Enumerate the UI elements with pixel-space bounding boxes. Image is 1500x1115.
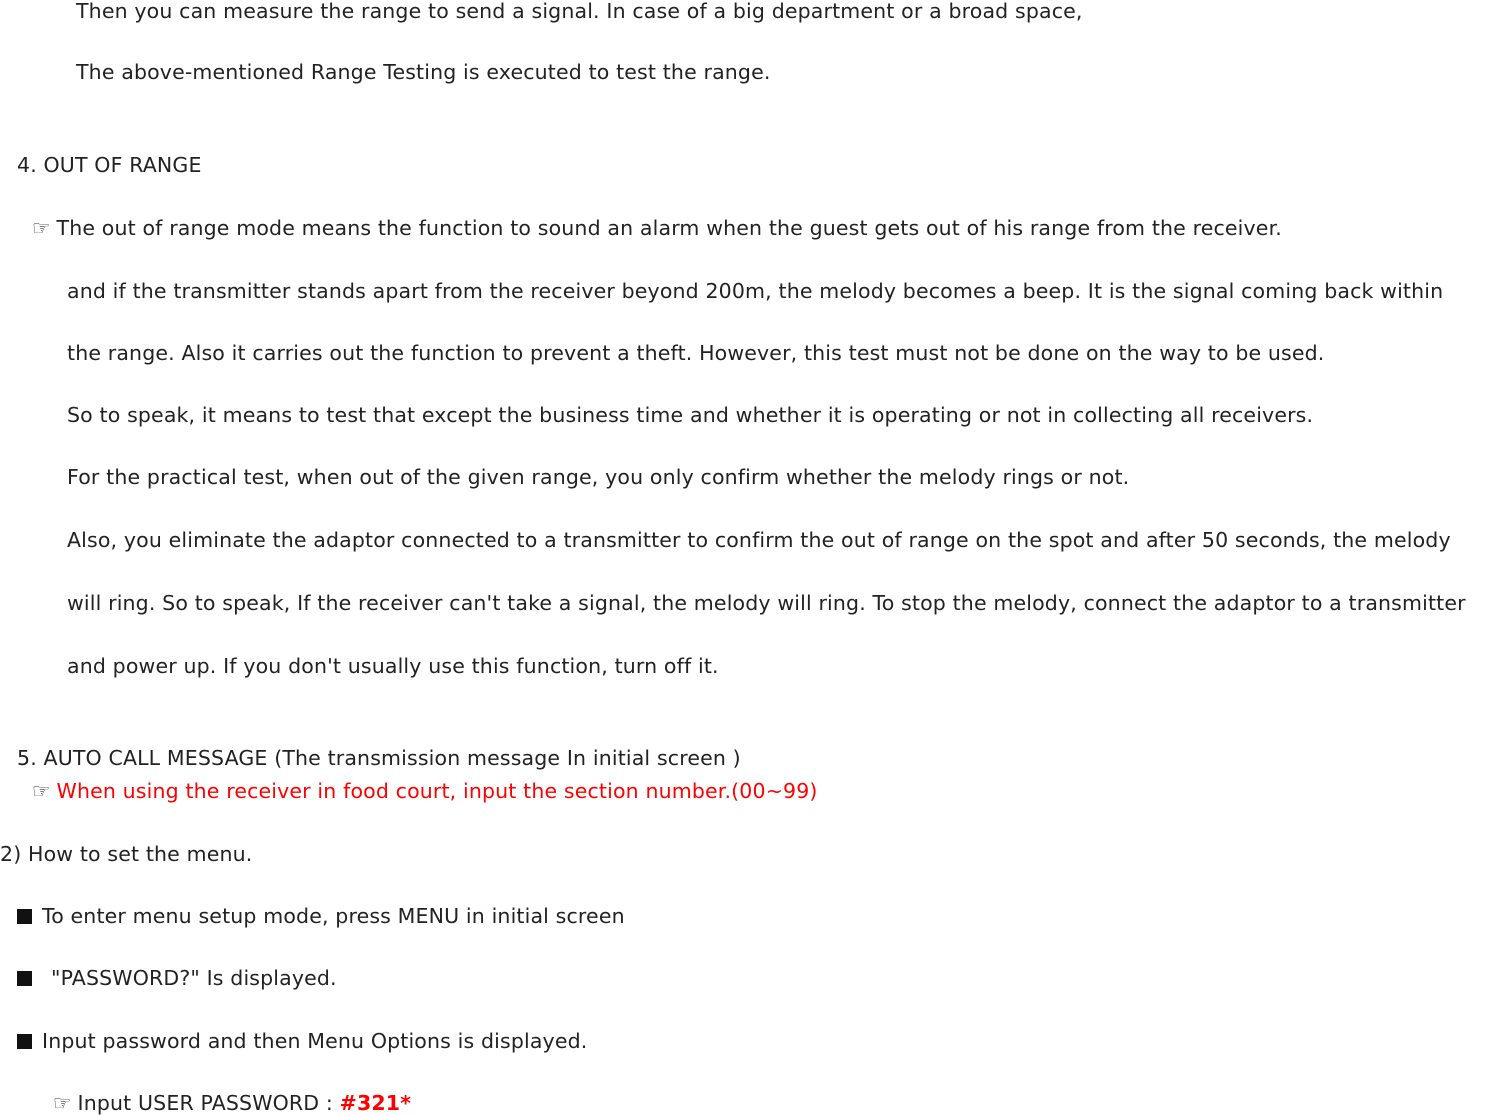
pointing-hand-icon: ☞ <box>53 1091 72 1115</box>
section-4-heading: 4. OUT OF RANGE <box>17 153 202 177</box>
menu-bullet-text: Input password and then Menu Options is displayed. <box>42 1029 588 1053</box>
black-square-bullet-icon <box>17 1034 32 1049</box>
section-4-line: will ring. So to speak, If the receiver can't take a signal, the melody will ring. To stop the melody, connect the adaptor to a transmitter <box>67 591 1466 615</box>
section-5-note-text: When using the receiver in food court, input the section number.(00~99) <box>56 779 818 803</box>
pointing-hand-icon: ☞ <box>32 779 51 803</box>
pointing-hand-icon: ☞ <box>32 216 51 240</box>
black-square-bullet-icon <box>17 971 32 986</box>
password-value: #321* <box>339 1091 412 1115</box>
section-4-line: and if the transmitter stands apart from the receiver beyond 200m, the melody becomes a beep. It is the signal coming back within <box>67 279 1444 303</box>
menu-bullet-item <box>17 966 337 990</box>
intro-line-1: Then you can measure the range to send a signal. In case of a big department or a broad space, <box>76 0 1083 23</box>
password-label: Input USER PASSWORD : <box>77 1091 340 1115</box>
section-4-line: Also, you eliminate the adaptor connected to a transmitter to confirm the out of range on the spot and after 50 seconds, the melody <box>67 528 1451 552</box>
menu-section-heading: 2) How to set the menu. <box>0 842 253 866</box>
section-4-line: and power up. If you don't usually use this function, turn off it. <box>67 654 719 678</box>
section-4-lead-text: The out of range mode means the function to sound an alarm when the guest gets out of his range from the receiver. <box>56 216 1282 240</box>
intro-line-2: The above-mentioned Range Testing is executed to test the range. <box>76 60 771 84</box>
section-4-line: For the practical test, when out of the given range, you only confirm whether the melody rings or not. <box>67 465 1130 489</box>
section-5-heading: 5. AUTO CALL MESSAGE (The transmission message In initial screen ) <box>17 746 741 770</box>
menu-bullet-item <box>17 1029 587 1053</box>
password-line <box>53 1091 411 1115</box>
black-square-bullet-icon <box>17 909 32 924</box>
section-4-line: the range. Also it carries out the function to prevent a theft. However, this test must not be done on the way to be used. <box>67 341 1325 365</box>
section-4-lead <box>32 216 1282 240</box>
menu-bullet-item <box>17 904 625 928</box>
section-4-line: So to speak, it means to test that except the business time and whether it is operating or not in collecting all receivers. <box>67 403 1314 427</box>
menu-bullet-text: "PASSWORD?" Is displayed. <box>51 966 337 990</box>
menu-bullet-text: To enter menu setup mode, press MENU in initial screen <box>42 904 625 928</box>
section-5-note <box>32 779 818 803</box>
